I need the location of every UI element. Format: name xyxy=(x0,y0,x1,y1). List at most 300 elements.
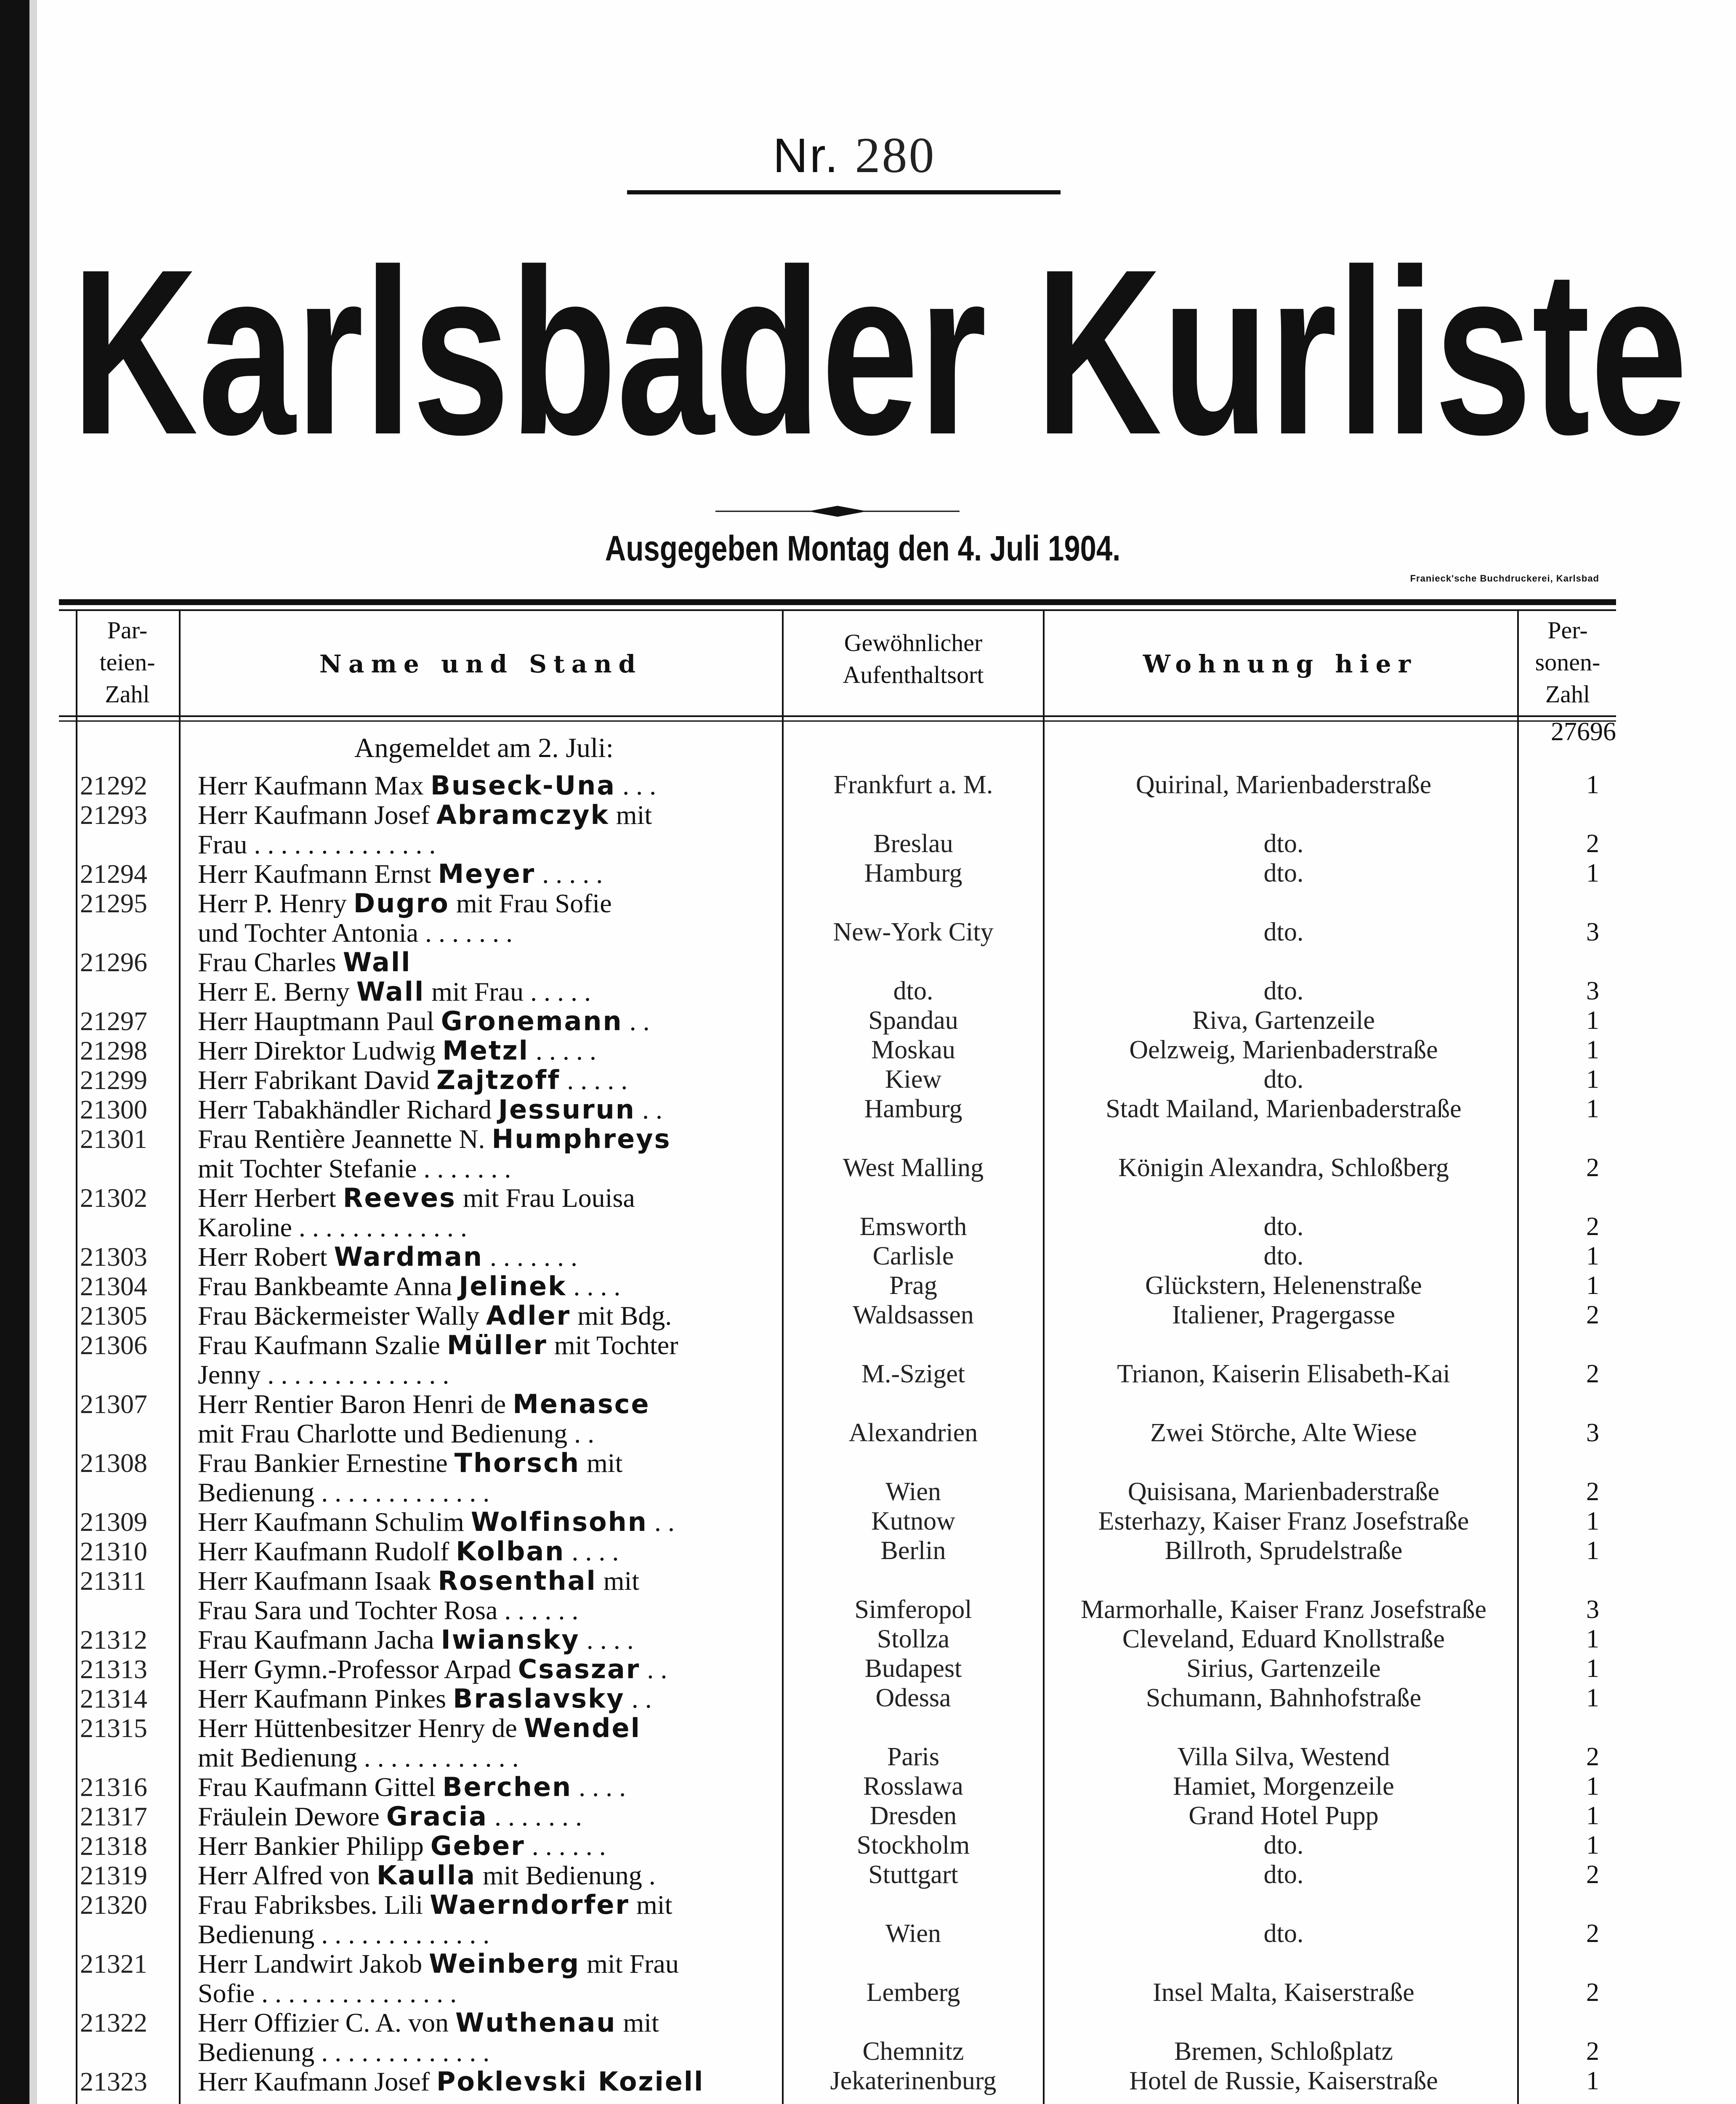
home-town: Berlin xyxy=(880,1536,946,1565)
guest-surname: Geber xyxy=(430,1830,525,1861)
home-town: Breslau xyxy=(873,829,953,858)
guest-suffix: . . . . . . . xyxy=(488,1801,582,1831)
guest-title: Frau Kaufmann Jacha xyxy=(198,1625,441,1655)
home-town: Hamburg xyxy=(864,1095,962,1123)
guest-title: Herr E. Berny xyxy=(198,977,356,1007)
guest-title: Frau . . . . . . . . . . . . . . xyxy=(198,829,436,859)
guest-title: Fräulein Dewore xyxy=(198,1801,386,1831)
guest-name-line xyxy=(198,1978,779,2009)
masthead-title-text: Karlsbader Kurliste xyxy=(72,223,1688,467)
guest-surname: Csaszar xyxy=(518,1654,641,1684)
guest-name-line xyxy=(198,1094,779,1125)
guest-suffix: . . . . xyxy=(580,1625,634,1655)
party-number: 21317 xyxy=(80,1801,147,1831)
issue-number xyxy=(644,126,1065,184)
home-town: Wien xyxy=(885,1919,941,1948)
guest-suffix: . . . xyxy=(616,770,657,800)
person-count: 1 xyxy=(1586,1801,1599,1830)
guest-surname: Müller xyxy=(447,1330,548,1360)
party-number: 21293 xyxy=(80,800,147,830)
guest-name-line xyxy=(198,1153,779,1184)
guest-name-line xyxy=(198,1124,779,1155)
party-number: 21295 xyxy=(80,888,147,918)
guest-surname: Menasce xyxy=(513,1389,650,1419)
masthead-title xyxy=(63,223,1696,467)
guest-surname: Dugro xyxy=(353,888,449,919)
guest-surname: Kaulla xyxy=(376,1860,476,1891)
person-count: 1 xyxy=(1586,1654,1599,1683)
lodging-address: Grand Hotel Pupp xyxy=(1188,1801,1379,1830)
guest-surname: Buseck-Una xyxy=(430,770,616,801)
lodging-address: dto. xyxy=(1263,1212,1304,1241)
header-lodging: Wohnung hier xyxy=(1143,650,1418,678)
guest-title: Herr P. Henry xyxy=(198,888,354,918)
guest-title: Herr Kaufmann Max xyxy=(198,770,431,800)
guest-name-line xyxy=(198,1948,779,1979)
home-town: Paris xyxy=(887,1743,939,1771)
guest-title: Frau Kaufmann Gittel xyxy=(198,1772,443,1802)
lodging-address: dto. xyxy=(1263,1860,1304,1889)
home-town: Kiew xyxy=(885,1065,942,1094)
party-number: 21311 xyxy=(80,1566,146,1596)
home-town: Alexandrien xyxy=(848,1419,978,1447)
carry-over-total: 27696 xyxy=(1551,717,1616,746)
guest-surname: Thorsch xyxy=(454,1448,580,1478)
guest-title: Herr Direktor Ludwig xyxy=(198,1036,443,1065)
home-town: Prag xyxy=(889,1271,937,1300)
home-town: New-York City xyxy=(833,918,994,946)
party-number: 21302 xyxy=(80,1183,147,1213)
guest-suffix: mit Tochter xyxy=(547,1330,678,1360)
lodging-address: dto. xyxy=(1263,1065,1304,1094)
guest-name-line xyxy=(198,1182,779,1214)
lodging-address: dto. xyxy=(1263,1831,1304,1860)
guest-title: Herr Bankier Philipp xyxy=(198,1831,431,1861)
person-count: 1 xyxy=(1586,770,1599,799)
home-town: Frankfurt a. M. xyxy=(833,770,993,799)
guest-suffix: . . . . xyxy=(565,1536,619,1566)
masthead-title-svg xyxy=(63,223,1696,467)
column-rule xyxy=(179,611,181,2104)
party-number: 21306 xyxy=(80,1330,147,1360)
guest-title: Frau Rentière Jeannette N. xyxy=(198,1124,492,1154)
issue-number-value: 280 xyxy=(855,127,936,183)
guest-title: mit Bedienung . . . . . . . . . . . . xyxy=(198,1743,519,1772)
guest-title: Bedienung . . . . . . . . . . . . . xyxy=(198,1477,490,1507)
home-town: Budapest xyxy=(864,1654,962,1683)
guest-suffix: . . . . . xyxy=(535,859,603,889)
person-count: 3 xyxy=(1586,1595,1599,1624)
home-town: Wien xyxy=(885,1477,941,1506)
party-number: 21307 xyxy=(80,1389,147,1419)
guest-title: Herr Alfred von xyxy=(198,1860,377,1890)
guest-suffix: mit Bdg. xyxy=(571,1301,672,1331)
guest-surname: Metzl xyxy=(442,1035,529,1066)
guest-surname: Weinberg xyxy=(429,1948,580,1979)
lodging-address: Villa Silva, Westend xyxy=(1177,1743,1390,1771)
guest-title: Herr Tabakhändler Richard xyxy=(198,1095,499,1124)
guest-name-line xyxy=(198,1860,779,1891)
guest-title: Frau Sara und Tochter Rosa . . . . . . xyxy=(198,1595,579,1625)
lodging-address: Quisisana, Marienbaderstraße xyxy=(1127,1477,1440,1506)
guest-surname: Adler xyxy=(486,1300,571,1331)
guest-name-line xyxy=(198,1300,779,1331)
guest-surname: Wardman xyxy=(334,1241,483,1272)
guest-name-line xyxy=(198,1830,779,1862)
guest-title: mit Frau Charlotte und Bedienung . . xyxy=(198,1419,595,1448)
guest-name-line xyxy=(198,1241,779,1272)
guest-surname: Wolfinsohn xyxy=(471,1506,648,1537)
lodging-address: Zwei Störche, Alte Wiese xyxy=(1150,1419,1417,1447)
guest-name-line xyxy=(198,1742,779,1773)
party-number: 21314 xyxy=(80,1684,147,1713)
lodging-address: Riva, Gartenzeile xyxy=(1192,1006,1375,1035)
party-number: 21298 xyxy=(80,1036,147,1065)
party-number: 21296 xyxy=(80,947,147,977)
header-persons: Per- sonen- Zahl xyxy=(1535,616,1600,708)
guest-surname: Zajtzoff xyxy=(436,1065,561,1095)
party-number: 21321 xyxy=(80,1949,147,1979)
guest-surname: Reeves xyxy=(343,1182,456,1213)
person-count: 2 xyxy=(1586,1743,1599,1771)
guest-surname: Poklevski Koziell xyxy=(436,2066,705,2097)
guest-suffix: mit Bedienung . xyxy=(476,1860,656,1890)
party-number: 21294 xyxy=(80,859,147,889)
person-count: 1 xyxy=(1586,1095,1599,1123)
lodging-address: dto. xyxy=(1263,1242,1304,1270)
guest-name-line xyxy=(198,858,779,890)
guest-name-line xyxy=(198,1389,779,1420)
guest-name-line xyxy=(198,1772,779,1803)
lodging-address: Bremen, Schloßplatz xyxy=(1174,2037,1393,2066)
home-town: Stockholm xyxy=(856,1831,970,1860)
party-number: 21308 xyxy=(80,1448,147,1478)
guest-title: Herr Kaufmann Schulim xyxy=(198,1507,471,1537)
guest-surname: Abramczyk xyxy=(436,800,609,830)
guest-surname: Berchen xyxy=(442,1772,572,1802)
guest-surname: Wall xyxy=(356,976,425,1007)
column-rule xyxy=(782,611,784,2104)
guest-suffix: . . . . xyxy=(572,1772,626,1802)
guest-name-line xyxy=(198,1889,779,1921)
guest-surname: Waerndorfer xyxy=(430,1889,630,1920)
lodging-address: Schumann, Bahnhofstraße xyxy=(1146,1684,1422,1712)
guest-title: Herr Gymn.-Professor Arpad xyxy=(198,1654,518,1684)
guest-name-line xyxy=(198,947,779,978)
guest-suffix: . . . . . xyxy=(560,1065,628,1095)
guest-surname: Gronemann xyxy=(441,1006,623,1036)
guest-surname: Kolban xyxy=(456,1536,565,1567)
lodging-address: Quirinal, Marienbaderstraße xyxy=(1135,770,1432,799)
home-town: Jekaterinenburg xyxy=(830,2067,997,2095)
party-number: 21301 xyxy=(80,1124,147,1154)
header-name: Name und Stand xyxy=(319,650,643,678)
home-town: Stuttgart xyxy=(868,1860,958,1889)
guest-title: Frau Bankbeamte Anna xyxy=(198,1271,459,1301)
home-town: Moskau xyxy=(871,1036,955,1064)
lodging-address: Hotel de Russie, Kaiserstraße xyxy=(1129,2067,1438,2095)
home-town: Lemberg xyxy=(866,1978,960,2007)
header-bottom-rule xyxy=(59,715,1616,717)
guest-name-line xyxy=(198,1536,779,1567)
header-party-count: Par- teien- Zahl xyxy=(99,616,155,708)
party-number: 21316 xyxy=(80,1772,147,1802)
guest-name-line xyxy=(198,1065,779,1096)
person-count: 2 xyxy=(1586,1919,1599,1948)
party-number: 21315 xyxy=(80,1713,147,1743)
guest-title: Karoline . . . . . . . . . . . . . xyxy=(198,1212,467,1242)
guest-name-line xyxy=(198,1713,779,1744)
person-count: 2 xyxy=(1586,1301,1599,1329)
guest-title: Herr Kaufmann Rudolf xyxy=(198,1536,456,1566)
table-top-rule xyxy=(59,599,1616,605)
lodging-address: dto. xyxy=(1263,977,1304,1005)
home-town: dto. xyxy=(893,977,933,1005)
person-count: 1 xyxy=(1586,1006,1599,1035)
guest-surname: Gracia xyxy=(386,1801,488,1832)
party-number: 21319 xyxy=(80,1860,147,1890)
guest-title: Herr Hauptmann Paul xyxy=(198,1006,441,1036)
person-count: 1 xyxy=(1586,1625,1599,1653)
person-count: 3 xyxy=(1586,918,1599,946)
guest-name-line xyxy=(198,1595,779,1626)
person-count: 2 xyxy=(1586,829,1599,858)
guest-surname: Wall xyxy=(343,947,412,978)
person-count: 1 xyxy=(1586,1536,1599,1565)
issue-number-label: Nr. xyxy=(773,129,840,183)
guest-suffix: . . . . . . . xyxy=(483,1242,577,1272)
guest-name-line xyxy=(198,1919,779,1950)
guest-surname: Meyer xyxy=(438,858,536,889)
guest-name-line xyxy=(198,1565,779,1597)
guest-title: Herr Offizier C. A. von xyxy=(198,2008,455,2038)
guest-title: Frau Fabriksbes. Lili xyxy=(198,1890,430,1920)
party-number: 21309 xyxy=(80,1507,147,1537)
guest-title: Herr Rentier Baron Henri de xyxy=(198,1389,513,1419)
guest-title: Herr Kaufmann Josef xyxy=(198,800,436,830)
person-count: 1 xyxy=(1586,1036,1599,1064)
home-town: Spandau xyxy=(868,1006,958,1035)
guest-title: Frau Charles xyxy=(198,947,343,977)
person-count: 2 xyxy=(1586,1360,1599,1388)
guest-suffix: mit xyxy=(616,2008,659,2038)
person-count: 3 xyxy=(1586,1419,1599,1447)
guest-title: mit Tochter Stefanie . . . . . . . xyxy=(198,1153,511,1183)
party-number: 21297 xyxy=(80,1006,147,1036)
home-town: Chemnitz xyxy=(862,2037,964,2066)
table-top-rule-thin xyxy=(59,609,1616,611)
guest-suffix: mit Frau . . . . . xyxy=(425,977,591,1007)
guest-title: Frau Bankier Ernestine xyxy=(198,1448,455,1478)
guest-name-line xyxy=(198,1683,779,1714)
guest-title: Herr Fabrikant David xyxy=(198,1065,436,1095)
home-town: Simferopol xyxy=(854,1595,972,1624)
guest-title: Herr Landwirt Jakob xyxy=(198,1949,429,1979)
guest-suffix: mit xyxy=(580,1448,623,1478)
ornament-divider xyxy=(715,504,960,518)
guest-surname: Rosenthal xyxy=(438,1565,597,1596)
guest-surname: Iwiansky xyxy=(441,1624,580,1655)
party-number: 21320 xyxy=(80,1890,147,1920)
guest-suffix: . . xyxy=(625,1684,652,1713)
guest-name-line xyxy=(198,1624,779,1655)
guest-name-line xyxy=(198,1035,779,1066)
guest-title: Frau Kaufmann Szalie xyxy=(198,1330,447,1360)
party-number: 21310 xyxy=(80,1536,147,1566)
guest-name-line xyxy=(198,917,779,948)
party-number: 21323 xyxy=(80,2067,147,2096)
guest-title: Bedienung . . . . . . . . . . . . . xyxy=(198,2037,490,2067)
party-number: 21322 xyxy=(80,2008,147,2038)
scan-left-border xyxy=(0,0,29,2104)
guest-name-line xyxy=(198,1448,779,1479)
home-town: Carlisle xyxy=(872,1242,954,1270)
lodging-address: Marmorhalle, Kaiser Franz Josefstraße xyxy=(1080,1595,1487,1624)
party-number: 21299 xyxy=(80,1065,147,1095)
guest-name-line xyxy=(198,888,779,919)
person-count: 2 xyxy=(1586,2037,1599,2066)
guest-suffix: mit Frau xyxy=(580,1949,679,1979)
person-count: 2 xyxy=(1586,1978,1599,2007)
section-label: Angemeldet am 2. Juli: xyxy=(354,733,614,763)
party-number: 21312 xyxy=(80,1625,147,1655)
guest-title: Bedienung . . . . . . . . . . . . . xyxy=(198,1919,490,1949)
guest-suffix: . . xyxy=(640,1654,667,1684)
party-number: 21304 xyxy=(80,1271,147,1301)
guest-name-line xyxy=(198,770,779,801)
guest-name-line xyxy=(198,1330,779,1361)
person-count: 1 xyxy=(1586,1684,1599,1712)
guest-suffix: . . xyxy=(622,1006,650,1036)
lodging-address: Glückstern, Helenenstraße xyxy=(1145,1271,1422,1300)
lodging-address: dto. xyxy=(1263,829,1304,858)
guest-title: Herr Robert xyxy=(198,1242,334,1272)
guest-surname: Wendel xyxy=(524,1713,641,1743)
person-count: 2 xyxy=(1586,1212,1599,1241)
guest-suffix: . . . . xyxy=(566,1271,621,1301)
person-count: 1 xyxy=(1586,859,1599,887)
guest-suffix: mit xyxy=(630,1890,673,1920)
guest-name-line xyxy=(198,1006,779,1037)
guest-name-line xyxy=(198,2007,779,2038)
party-number: 21318 xyxy=(80,1831,147,1861)
home-town: Stollza xyxy=(877,1625,950,1653)
printer-imprint: Franieck'sche Buchdruckerei, Karlsbad xyxy=(1410,573,1599,584)
header-bottom-rule-thin xyxy=(59,720,1616,722)
person-count: 2 xyxy=(1586,1860,1599,1889)
person-count: 1 xyxy=(1586,1242,1599,1270)
home-town: M.-Sziget xyxy=(861,1360,965,1388)
guest-title: und Tochter Antonia . . . . . . . xyxy=(198,918,513,948)
guest-name-line xyxy=(198,976,779,1007)
guest-name-line xyxy=(198,2037,779,2068)
person-count: 1 xyxy=(1586,1831,1599,1860)
guest-name-line xyxy=(198,1359,779,1390)
guest-suffix: . . xyxy=(647,1507,675,1537)
lodging-address: Oelzweig, Marienbaderstraße xyxy=(1129,1036,1438,1064)
guest-name-line xyxy=(198,1271,779,1302)
guest-name-line xyxy=(198,1212,779,1243)
home-town: Rosslawa xyxy=(863,1772,963,1801)
guest-surname: Jessurun xyxy=(498,1094,635,1125)
lodging-address: Königin Alexandra, Schloßberg xyxy=(1118,1153,1449,1182)
guest-surname: Wuthenau xyxy=(455,2007,617,2038)
person-count: 3 xyxy=(1586,977,1599,1005)
person-count: 1 xyxy=(1586,2067,1599,2095)
guest-title: Frau Bäckermeister Wally xyxy=(198,1301,486,1331)
guest-title: Herr Herbert xyxy=(198,1183,343,1213)
scan-left-shadow xyxy=(29,0,37,2104)
person-count: 1 xyxy=(1586,1065,1599,1094)
guest-name-line xyxy=(198,2066,779,2097)
guest-title: Sofie . . . . . . . . . . . . . . . xyxy=(198,1978,457,2008)
guest-name-line xyxy=(198,1654,779,1685)
person-count: 2 xyxy=(1586,1153,1599,1182)
guest-title: Herr Hüttenbesitzer Henry de xyxy=(198,1713,524,1743)
header-residence: Gewöhnlicher Aufenthaltsort xyxy=(843,629,984,688)
party-number: 21305 xyxy=(80,1301,147,1331)
column-rule xyxy=(76,611,77,2104)
home-town: West Malling xyxy=(843,1153,984,1182)
lodging-address: dto. xyxy=(1263,918,1304,946)
person-count: 1 xyxy=(1586,1772,1599,1801)
issue-number-underline xyxy=(627,190,1061,194)
issue-date: Ausgegeben Montag den 4. Juli 1904. xyxy=(605,529,1121,568)
home-town: Odessa xyxy=(875,1684,951,1712)
guest-title: Herr Kaufmann Josef xyxy=(198,2067,436,2096)
guest-name-line xyxy=(198,800,779,831)
guest-title: Herr Kaufmann Isaak xyxy=(198,1566,438,1596)
party-number: 21313 xyxy=(80,1654,147,1684)
guest-title: Herr Kaufmann Ernst xyxy=(198,859,438,889)
person-count: 1 xyxy=(1586,1507,1599,1535)
guest-suffix: mit xyxy=(609,800,652,830)
guest-name-line xyxy=(198,1801,779,1832)
party-number: 21300 xyxy=(80,1095,147,1124)
guest-title: Herr Kaufmann Pinkes xyxy=(198,1684,453,1713)
home-town: Kutnow xyxy=(871,1507,955,1535)
lodging-address: dto. xyxy=(1263,859,1304,887)
guest-suffix: mit Frau Sofie xyxy=(449,888,612,918)
lodging-address: Sirius, Gartenzeile xyxy=(1186,1654,1381,1683)
guest-title: Jenny . . . . . . . . . . . . . . xyxy=(198,1360,449,1389)
guest-name-line xyxy=(198,1477,779,1508)
lodging-address: Hamiet, Morgenzeile xyxy=(1173,1772,1394,1801)
lodging-address: Insel Malta, Kaiserstraße xyxy=(1153,1978,1414,2007)
lodging-address: Stadt Mailand, Marienbaderstraße xyxy=(1106,1095,1462,1123)
lodging-address: Esterhazy, Kaiser Franz Josefstraße xyxy=(1098,1507,1469,1535)
party-number: 21303 xyxy=(80,1242,147,1272)
guest-name-line xyxy=(198,829,779,860)
lodging-address: Italiener, Pragergasse xyxy=(1172,1301,1396,1329)
guest-surname: Braslavsky xyxy=(453,1683,625,1714)
person-count: 1 xyxy=(1586,1271,1599,1300)
home-town: Dresden xyxy=(869,1801,957,1830)
guest-suffix: . . . . . xyxy=(529,1036,596,1065)
lodging-address: dto. xyxy=(1263,1919,1304,1948)
home-town: Emsworth xyxy=(859,1212,967,1241)
guest-suffix: mit xyxy=(596,1566,640,1596)
party-number: 21292 xyxy=(80,770,147,800)
home-town: Hamburg xyxy=(864,859,962,887)
guest-suffix: . . xyxy=(635,1095,662,1124)
person-count: 2 xyxy=(1586,1477,1599,1506)
lodging-address: Cleveland, Eduard Knollstraße xyxy=(1122,1625,1445,1653)
guest-name-line xyxy=(198,1418,779,1449)
guest-name-line xyxy=(198,1506,779,1538)
lodging-address: Trianon, Kaiserin Elisabeth-Kai xyxy=(1117,1360,1450,1388)
lodging-address: Billroth, Sprudelstraße xyxy=(1164,1536,1403,1565)
